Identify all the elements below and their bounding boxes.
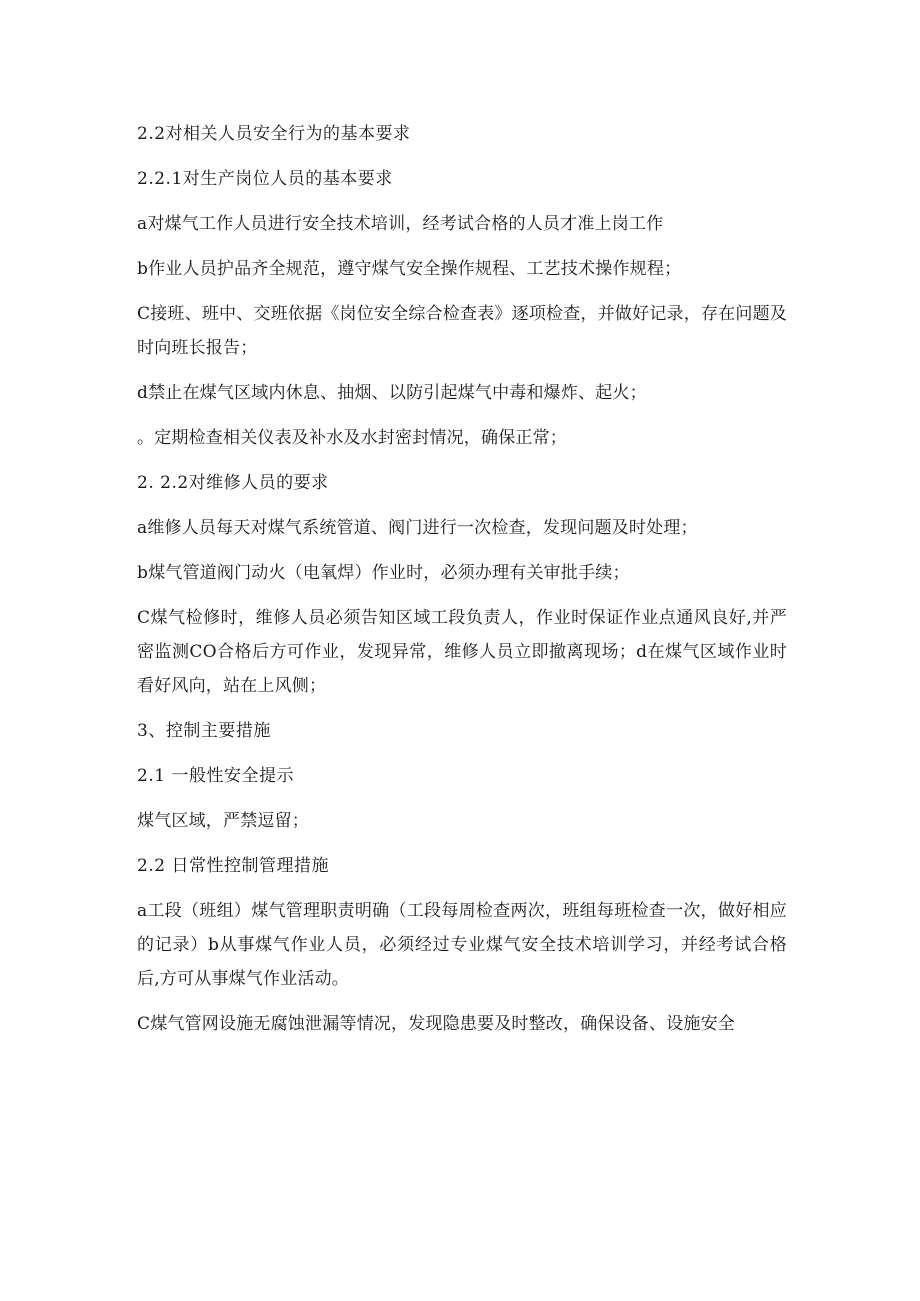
section-heading-2-2-daily: 2.2 日常性控制管理措施 [137, 856, 329, 876]
paragraph-item-c: C接班、班中、交班依据《岗位安全综合检查表》逐项检查，并做好记录，存在问题及时向班长报告； [137, 304, 787, 358]
section-heading-3: 3、控制主要措施 [137, 721, 271, 741]
paragraph-item-e: 。定期检查相关仪表及补水及水封密封情况，确保正常； [137, 428, 567, 448]
section-heading-2-2-1: 2.2.1对生产岗位人员的基本要求 [137, 169, 393, 189]
paragraph-daily-c: C煤气管网设施无腐蚀泄漏等情况，发现隐患要及时整改，确保设备、设施安全 [137, 1014, 736, 1034]
paragraph-item-d: d禁止在煤气区域内休息、抽烟、以防引起煤气中毒和爆炸、起火； [137, 383, 647, 403]
document-body [137, 117, 787, 1052]
section-heading-2-1: 2.1 一般性安全提示 [137, 766, 294, 786]
paragraph-daily-a-b: a工段（班组）煤气管理职责明确（工段每周检查两次，班组每班检查一次，做好相应的记录）b从事煤气作业人员，必须经过专业煤气安全技术培训学习，并经考试合格后,方可从事煤气作业活动。 [137, 901, 787, 989]
paragraph-item-a: a对煤气工作人员进行安全技术培训，经考试合格的人员才准上岗工作 [137, 214, 664, 234]
paragraph-item-b: b作业人员护品齐全规范，遵守煤气安全操作规程、工艺技术操作规程； [137, 259, 682, 279]
paragraph-maint-c: C煤气检修时，维修人员必须告知区域工段负责人，作业时保证作业点通风良好,并严密监测CO合格后方可作业，发现异常，维修人员立即撤离现场；d在煤气区域作业时看好风向，站在上风侧； [137, 608, 787, 696]
paragraph-maint-a: a维修人员每天对煤气系统管道、阀门进行一次检查，发现问题及时处理； [137, 518, 698, 538]
paragraph-general-tip: 煤气区域，严禁逗留； [137, 811, 309, 831]
section-heading-2-2-2: 2. 2.2对维修人员的要求 [137, 473, 329, 493]
paragraph-maint-b: b煤气管道阀门动火（电氧焊）作业时，必须办理有关审批手续； [137, 563, 630, 583]
section-heading-2-2: 2.2对相关人员安全行为的基本要求 [137, 124, 411, 144]
